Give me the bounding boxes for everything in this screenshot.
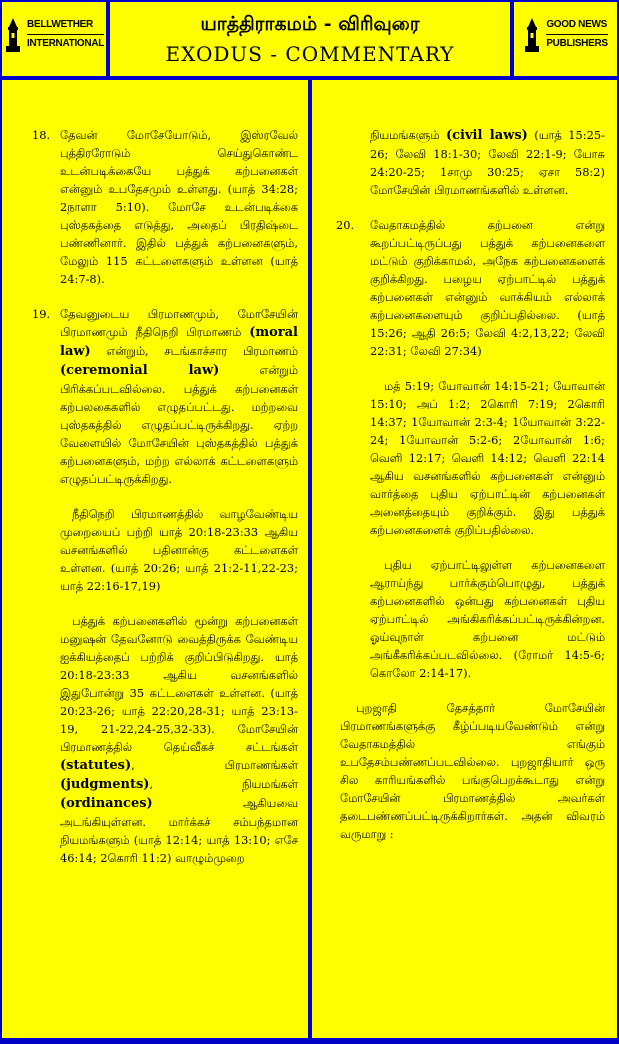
item-19 [32, 305, 298, 488]
item-number: 19. [32, 307, 51, 321]
text-run: தேவனுடைய பிரமாணமும், மோசேயின் பிரமாணமும் நீதிநெறி பிரமாணம் [60, 307, 298, 339]
text-run: (யாத் 15:25-26; லேவி 18:1-30; லேவி 22:1-9; யோசு 24:20-25; 1சாமு 30:25; ஏசா 58:2) மோசேயின் பிரமாணங்களில் உள்ளன. [370, 128, 605, 197]
right-column [312, 80, 617, 1038]
text-run: பத்துக் கற்பனைகளில் மூன்று கற்பனைகள் மனுஷன் தேவனோடு வைத்திருக்க வேண்டிய ஐக்கியத்தைப் பற்றிக் குறிப்பிடுகிறது. யாத் 20:18-23:33 ஆகிய வசனங்களில் இதுபோன்று 35 கட்டளைகள் உள்ளன. (யாத் 20:23-26; யாத் 22:20,28-31; யாத் 23:13-19, 21-22,24-25,32-33). மோசேயின் பிரமாணத்தில் தெய்வீகச் சட்டங்கள் [60, 614, 298, 754]
text-run: நியமங்களும் [370, 128, 440, 142]
page-title [110, 2, 510, 76]
paragraph: புதிய ஏற்பாட்டிலுள்ள கற்பனைகளை ஆராய்ந்து பார்க்கும்பொழுது, பத்துக் கற்பனைகளில் ஒன்பது கற்பனைகள் புதிய ஏற்பாட்டில் அங்கிகரிக்கப்பட்டிருக்கின்றன. ஓய்வுநாள் கற்பனை மட்டும் அங்கீகரிக்கப்படவில்லை. (ரோமர் 14:5-6; கொலோ 2:14-17). [370, 558, 605, 680]
english-term: (moral law) [60, 325, 298, 359]
logo-text-line1: GOOD NEWS [546, 16, 607, 35]
text-run: , நியமங்கள் [149, 777, 298, 791]
paragraph [60, 612, 298, 867]
item-number: 18. [32, 128, 51, 142]
text-run: என்றும் பிரிக்கப்படவில்லை. பத்துக் கற்பனைகள் கற்பலகைகளில் எழுதப்பட்டது. மற்றவை புஸ்தகத்தில் எழுதப்பட்டிருக்கிறது. ஏற்ற வேளையில் மோசேயின் புஸ்தகத்தில் பத்துக் கற்பனைகளும், மற்ற எல்லாக் கட்டளைகளும் எழுதப்பட்டிருக்கிறது. [60, 363, 298, 486]
bellwether-logo [2, 2, 106, 76]
paragraph [370, 126, 605, 199]
paragraph: புறஜாதி தேசத்தார் மோசேயின் பிரமாணங்களுக்கு கீழ்ப்படியவேண்டும் என்று வேதாகமத்தில் எங்கும் உபதேசம்பண்ணப்படவில்லை. புறஜாதியார் ஒரு சில காரியங்களில் பங்குபெறக்கூடாது என்று மோசேயின் பிரமாணத்தில் அவர்கள் தடைபண்ணப்பட்டிருக்கிறார்கள். அதன் விவரம் வருமாறு : [340, 701, 605, 841]
english-term: (judgments) [60, 777, 150, 792]
item-text [60, 305, 298, 488]
logo-text-line2: PUBLISHERS [546, 38, 608, 49]
left-column [2, 80, 308, 1038]
text-run: , பிரமாணங்கள் [131, 758, 298, 772]
item-18 [32, 126, 298, 288]
item-text: தேவன் மோசேயோடும், இஸ்ரவேல் புத்திரரோடும் செய்துகொண்ட உடன்படிக்கையே பத்துக் கற்பனைகள் என்னும் உபதேசமும் உள்ளது. (யாத் 34:28; 2நாளா 5:10). மோசே உடன்படிக்கை புஸ்தகத்தை எடுத்து, அதைப் பிரதிஷ்டை பண்ணினார். இதில் பத்துக் கற்பனைகளும், மேலும் 115 கட்டளைகளும் உள்ளன (யாத் 24:7-8). [60, 128, 298, 286]
title-tamil: யாத்திராகமம் - விரிவுரை [200, 13, 420, 35]
item-number: 20. [336, 218, 355, 232]
text-run: என்றும், சடங்காச்சார பிரமாணம் [106, 344, 298, 358]
bell-tower-icon [523, 17, 541, 53]
text-run: ஆகியவை அடங்கியுள்ளன. மார்க்கச் சம்பந்தமான நியமங்களும் (யாத் 12:14; யாத் 13:10; எசே 46:14; 2கொரி 11:2) வாழும்முறை [60, 796, 298, 865]
english-term: (ceremonial law) [60, 363, 220, 378]
english-term: (statutes) [60, 758, 132, 773]
english-term: (ordinances) [60, 796, 153, 811]
item-20 [328, 216, 605, 360]
item-text: வேதாகமத்தில் கற்பனை என்று கூறப்பட்டிருப்பது பத்துக் கற்பனைகளை மட்டும் குறிக்காமல், அநேக கற்பனைகளைக் குறிக்கிறது. பழைய ஏற்பாட்டில் பத்துக் கற்பனைகள் என்னும் வாக்கியம் எல்லாக் கற்பனைகளையும் குறிப்பதில்லை. (யாத் 15:26; ஆதி 26:5; லேவி 4:2,13,22; லேவி 22:31; லேவி 27:34) [370, 218, 605, 358]
bell-tower-icon [4, 17, 22, 53]
english-term: (civil laws) [445, 128, 528, 143]
good-news-logo [514, 2, 617, 76]
logo-text-line1: BELLWETHER [27, 16, 104, 35]
paragraph: நீதிநெறி பிரமாணத்தில் வாழவேண்டிய முறையைப் பற்றி யாத் 20:18-23:33 ஆகிய வசனங்களில் பதினான்கு கட்டளைகள் உள்ளன. (யாத் 20:26; யாத் 21:2-11,22-23; யாத் 22:16-17,19) [60, 507, 298, 593]
title-english: EXODUS - COMMENTARY [165, 42, 455, 66]
logo-text-line2: INTERNATIONAL [27, 38, 105, 49]
paragraph: மத் 5:19; யோவான் 14:15-21; யோவான் 15:10; அப் 1:2; 2கொரி 7:19; 2கொரி 14:37; 1யோவான் 2:3-4; 1யோவான் 3:22-24; 1யோவான் 5:2-6; 2யோவான் 1:6; வெளி 12:17; வெளி 14:12; வெளி 22:14 ஆகிய வசனங்களில் கற்பனைகள் என்னும் வார்த்தை புதிய ஏற்பாட்டின் கற்பனைகள் அனைத்தையும் குறிக்கும். இது பத்துக் கற்பனைகளைக் குறிப்பதில்லை. [370, 379, 605, 537]
